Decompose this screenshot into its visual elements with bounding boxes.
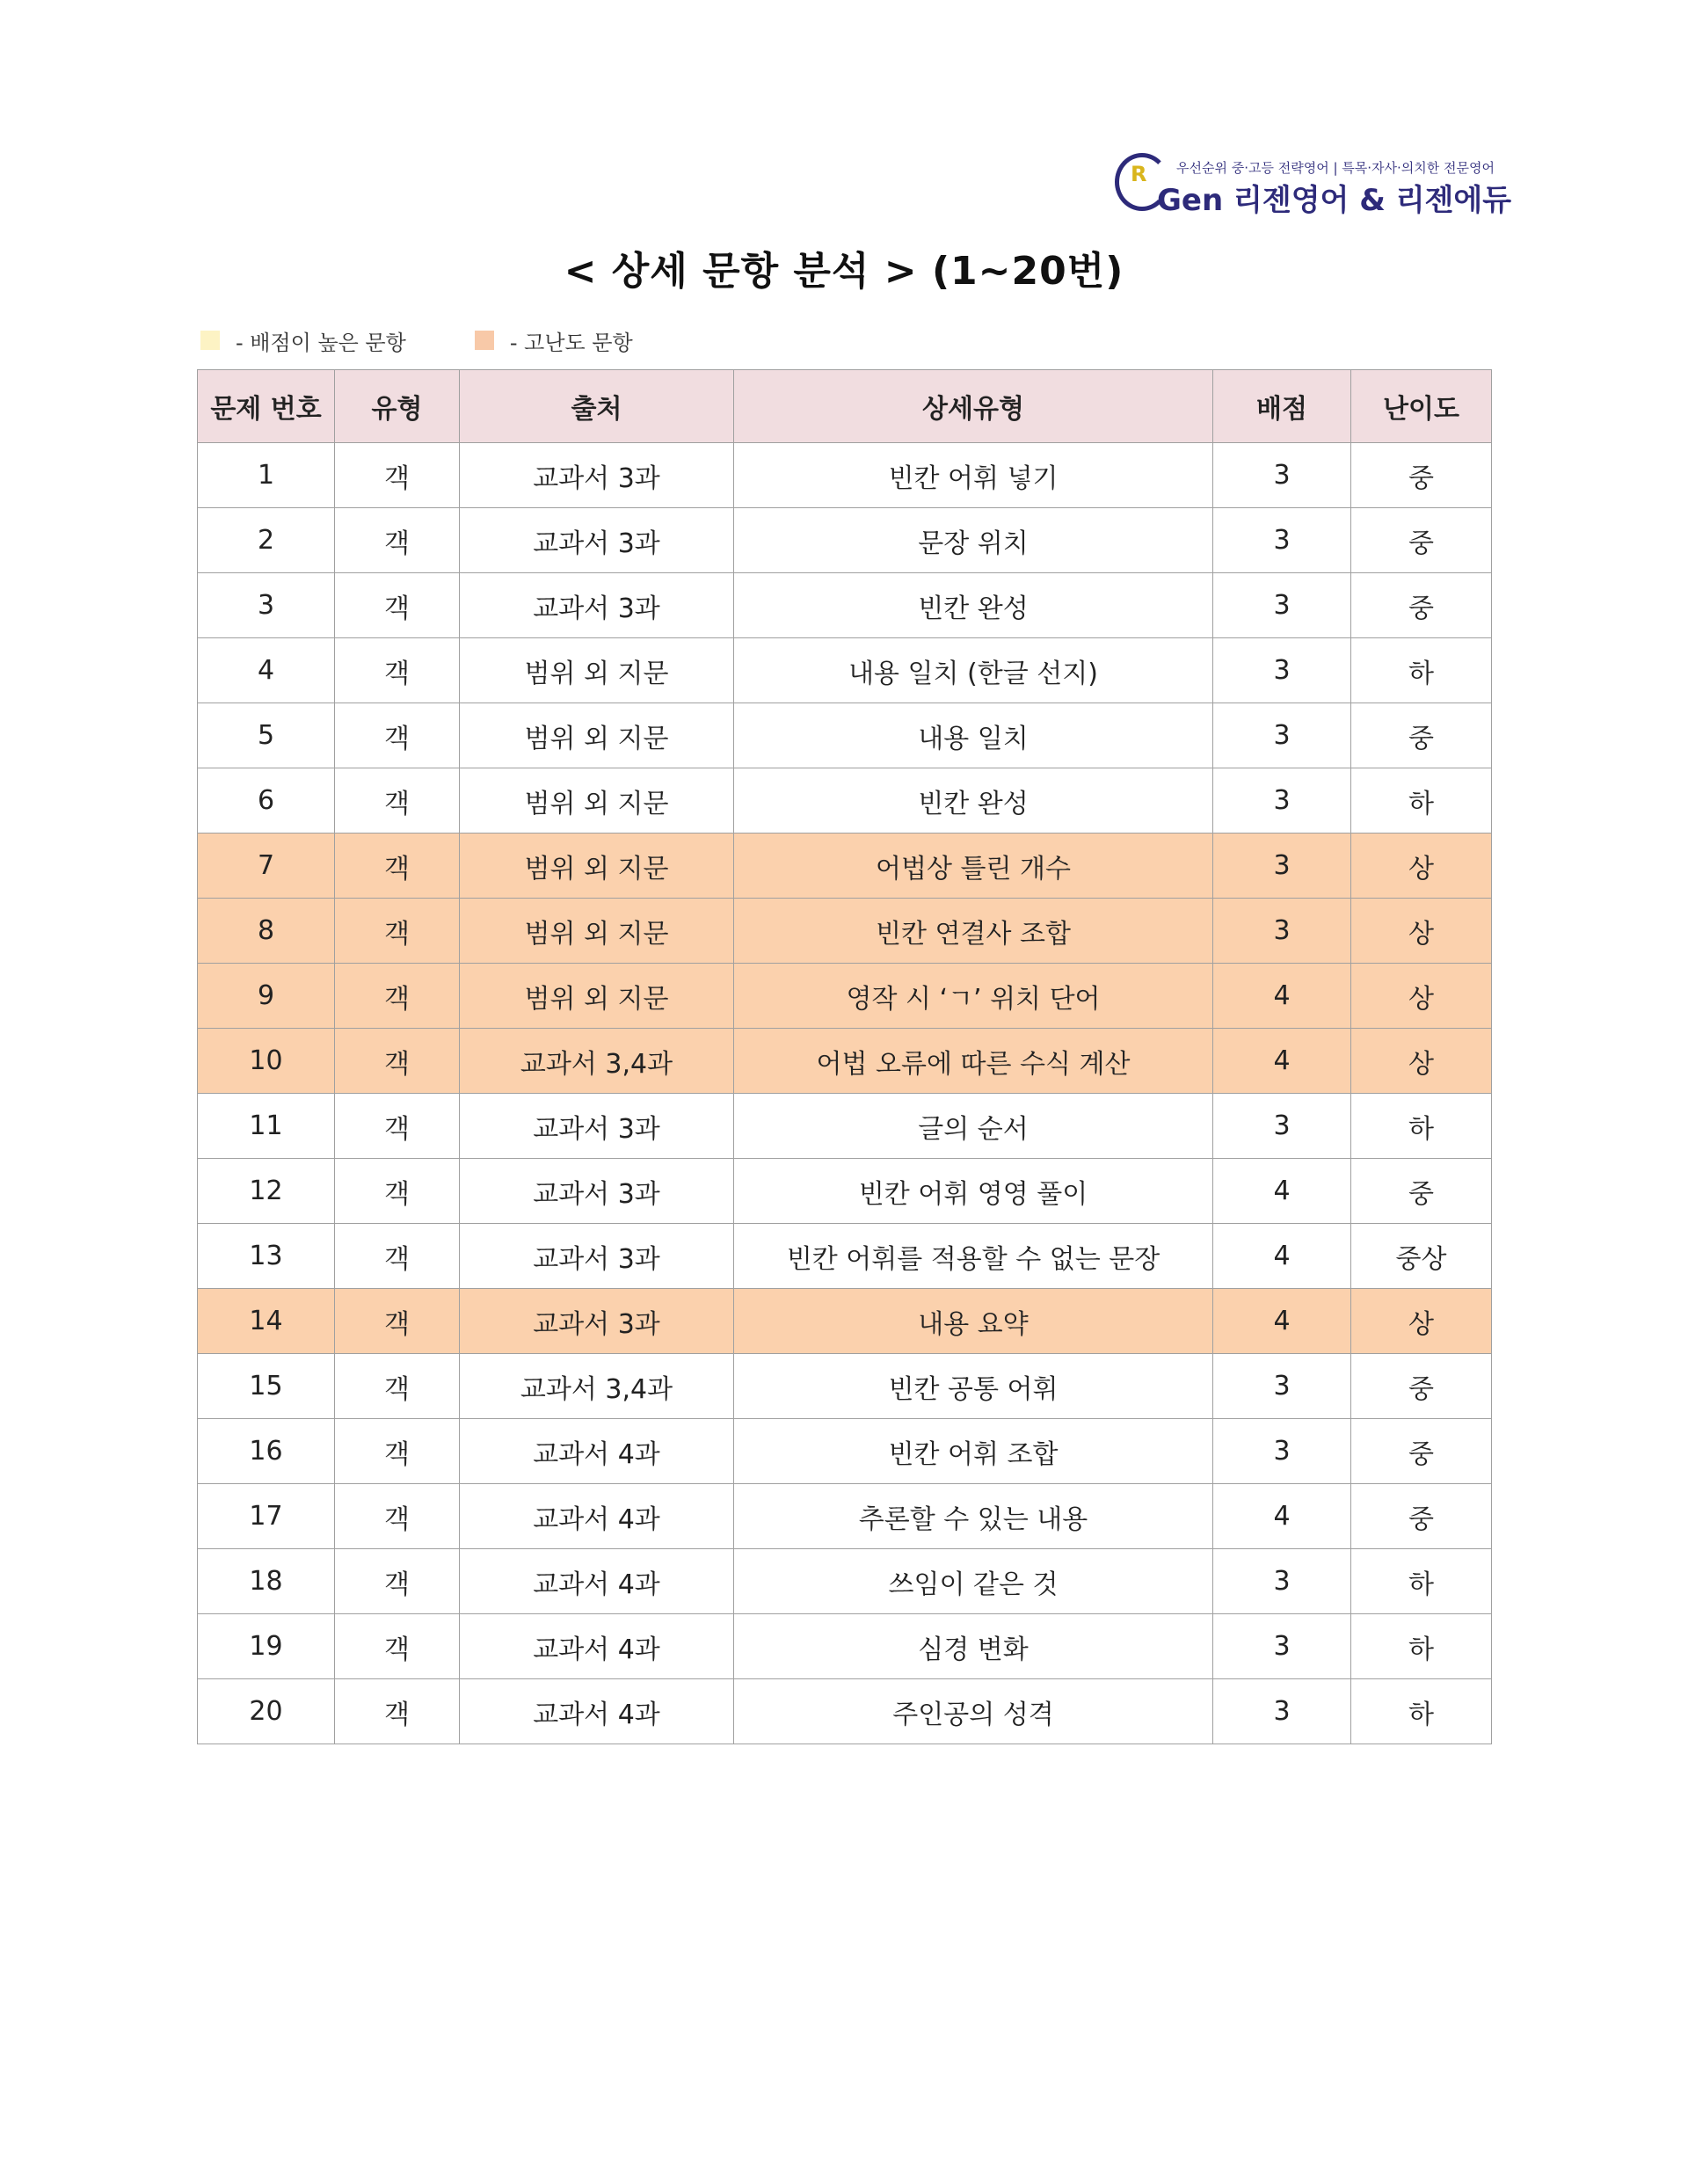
logo-letter: R xyxy=(1131,162,1147,186)
table-row xyxy=(198,1679,1492,1744)
cell-score: 3 xyxy=(1213,768,1351,834)
header-source: 출처 xyxy=(460,370,734,443)
header-type: 유형 xyxy=(335,370,460,443)
cell-question-no: 4 xyxy=(198,638,335,703)
legend-label: - 고난도 문항 xyxy=(509,330,633,355)
cell-difficulty: 중 xyxy=(1351,508,1492,573)
cell-difficulty: 중 xyxy=(1351,1419,1492,1484)
cell-detail-type: 빈칸 공통 어휘 xyxy=(734,1354,1213,1419)
cell-score: 4 xyxy=(1213,1484,1351,1549)
legend-item-high-score xyxy=(200,325,406,356)
cell-source: 교과서 4과 xyxy=(460,1484,734,1549)
cell-difficulty: 중 xyxy=(1351,443,1492,508)
cell-score: 4 xyxy=(1213,1224,1351,1289)
cell-question-no: 20 xyxy=(198,1679,335,1744)
cell-detail-type: 빈칸 어휘를 적용할 수 없는 문장 xyxy=(734,1224,1213,1289)
logo-name: Gen 리젠영어 & 리젠에듀 xyxy=(1157,183,1512,218)
cell-difficulty: 중 xyxy=(1351,1484,1492,1549)
cell-detail-type: 빈칸 완성 xyxy=(734,573,1213,638)
cell-question-no: 14 xyxy=(198,1289,335,1354)
cell-question-no: 6 xyxy=(198,768,335,834)
cell-detail-type: 영작 시 ‘ㄱ’ 위치 단어 xyxy=(734,964,1213,1029)
analysis-table xyxy=(197,369,1492,1744)
cell-question-no: 12 xyxy=(198,1159,335,1224)
cell-type: 객 xyxy=(335,1159,460,1224)
legend-label: - 배점이 높은 문항 xyxy=(236,330,406,355)
cell-type: 객 xyxy=(335,443,460,508)
cell-question-no: 8 xyxy=(198,899,335,964)
cell-type: 객 xyxy=(335,703,460,768)
cell-question-no: 2 xyxy=(198,508,335,573)
table-row xyxy=(198,1094,1492,1159)
cell-detail-type: 어법상 틀린 개수 xyxy=(734,834,1213,899)
cell-score: 4 xyxy=(1213,1029,1351,1094)
cell-score: 4 xyxy=(1213,1159,1351,1224)
legend-swatch xyxy=(475,331,494,350)
brand-logo xyxy=(1115,148,1512,218)
cell-difficulty: 하 xyxy=(1351,1094,1492,1159)
cell-question-no: 18 xyxy=(198,1549,335,1614)
cell-difficulty: 하 xyxy=(1351,1549,1492,1614)
table-row xyxy=(198,964,1492,1029)
cell-source: 교과서 3과 xyxy=(460,443,734,508)
cell-type: 객 xyxy=(335,768,460,834)
cell-difficulty: 중 xyxy=(1351,573,1492,638)
cell-source: 범위 외 지문 xyxy=(460,768,734,834)
table-row xyxy=(198,573,1492,638)
cell-score: 3 xyxy=(1213,638,1351,703)
cell-source: 범위 외 지문 xyxy=(460,638,734,703)
cell-detail-type: 어법 오류에 따른 수식 계산 xyxy=(734,1029,1213,1094)
cell-detail-type: 빈칸 완성 xyxy=(734,768,1213,834)
cell-detail-type: 쓰임이 같은 것 xyxy=(734,1549,1213,1614)
table-row xyxy=(198,1159,1492,1224)
header-score: 배점 xyxy=(1213,370,1351,443)
cell-detail-type: 내용 일치 xyxy=(734,703,1213,768)
table-row xyxy=(198,768,1492,834)
cell-score: 3 xyxy=(1213,508,1351,573)
cell-difficulty: 하 xyxy=(1351,1679,1492,1744)
cell-source: 교과서 4과 xyxy=(460,1549,734,1614)
cell-score: 3 xyxy=(1213,834,1351,899)
cell-question-no: 19 xyxy=(198,1614,335,1679)
cell-score: 3 xyxy=(1213,573,1351,638)
cell-question-no: 5 xyxy=(198,703,335,768)
cell-score: 3 xyxy=(1213,899,1351,964)
cell-type: 객 xyxy=(335,638,460,703)
cell-difficulty: 중상 xyxy=(1351,1224,1492,1289)
cell-detail-type: 추론할 수 있는 내용 xyxy=(734,1484,1213,1549)
cell-type: 객 xyxy=(335,1419,460,1484)
cell-detail-type: 심경 변화 xyxy=(734,1614,1213,1679)
cell-detail-type: 빈칸 어휘 조합 xyxy=(734,1419,1213,1484)
cell-difficulty: 중 xyxy=(1351,1159,1492,1224)
cell-score: 3 xyxy=(1213,1614,1351,1679)
cell-score: 3 xyxy=(1213,1549,1351,1614)
cell-type: 객 xyxy=(335,1614,460,1679)
cell-score: 3 xyxy=(1213,1419,1351,1484)
table-row xyxy=(198,1224,1492,1289)
cell-source: 교과서 3과 xyxy=(460,1289,734,1354)
cell-score: 3 xyxy=(1213,443,1351,508)
table-row xyxy=(198,1614,1492,1679)
cell-type: 객 xyxy=(335,1224,460,1289)
cell-score: 3 xyxy=(1213,1354,1351,1419)
cell-source: 교과서 3과 xyxy=(460,1224,734,1289)
header-detail-type: 상세유형 xyxy=(734,370,1213,443)
table-row xyxy=(198,834,1492,899)
cell-detail-type: 내용 일치 (한글 선지) xyxy=(734,638,1213,703)
cell-question-no: 13 xyxy=(198,1224,335,1289)
table-row xyxy=(198,1484,1492,1549)
table-row xyxy=(198,703,1492,768)
table-row xyxy=(198,638,1492,703)
cell-type: 객 xyxy=(335,1094,460,1159)
cell-score: 3 xyxy=(1213,703,1351,768)
cell-type: 객 xyxy=(335,1029,460,1094)
table-row xyxy=(198,508,1492,573)
cell-source: 교과서 3과 xyxy=(460,1094,734,1159)
table-row xyxy=(198,1419,1492,1484)
legend-swatch xyxy=(200,331,220,350)
cell-difficulty: 하 xyxy=(1351,768,1492,834)
cell-source: 교과서 3,4과 xyxy=(460,1029,734,1094)
cell-type: 객 xyxy=(335,1679,460,1744)
cell-question-no: 17 xyxy=(198,1484,335,1549)
header-difficulty: 난이도 xyxy=(1351,370,1492,443)
cell-source: 교과서 4과 xyxy=(460,1419,734,1484)
cell-difficulty: 상 xyxy=(1351,899,1492,964)
cell-detail-type: 빈칸 연결사 조합 xyxy=(734,899,1213,964)
cell-detail-type: 글의 순서 xyxy=(734,1094,1213,1159)
cell-source: 교과서 3과 xyxy=(460,1159,734,1224)
cell-detail-type: 빈칸 어휘 넣기 xyxy=(734,443,1213,508)
cell-question-no: 10 xyxy=(198,1029,335,1094)
cell-score: 3 xyxy=(1213,1679,1351,1744)
cell-type: 객 xyxy=(335,573,460,638)
cell-difficulty: 상 xyxy=(1351,1289,1492,1354)
cell-source: 교과서 3,4과 xyxy=(460,1354,734,1419)
cell-question-no: 15 xyxy=(198,1354,335,1419)
cell-type: 객 xyxy=(335,964,460,1029)
cell-type: 객 xyxy=(335,508,460,573)
cell-type: 객 xyxy=(335,1549,460,1614)
table-row xyxy=(198,1029,1492,1094)
table-header-row xyxy=(198,370,1492,443)
cell-difficulty: 중 xyxy=(1351,1354,1492,1419)
cell-question-no: 7 xyxy=(198,834,335,899)
table-row xyxy=(198,899,1492,964)
table-row xyxy=(198,1549,1492,1614)
cell-detail-type: 내용 요약 xyxy=(734,1289,1213,1354)
legend xyxy=(200,327,702,353)
table-row xyxy=(198,1354,1492,1419)
cell-difficulty: 하 xyxy=(1351,1614,1492,1679)
page-title: < 상세 문항 분석 > (1~20번) xyxy=(564,249,1124,294)
cell-source: 교과서 4과 xyxy=(460,1614,734,1679)
cell-source: 범위 외 지문 xyxy=(460,964,734,1029)
cell-type: 객 xyxy=(335,1289,460,1354)
logo-tagline: 우선순위 중·고등 전략영어 | 특목·자사·의치한 전문영어 xyxy=(1176,160,1495,176)
cell-type: 객 xyxy=(335,899,460,964)
cell-score: 4 xyxy=(1213,964,1351,1029)
cell-detail-type: 주인공의 성격 xyxy=(734,1679,1213,1744)
table-row xyxy=(198,1289,1492,1354)
cell-type: 객 xyxy=(335,1484,460,1549)
cell-score: 4 xyxy=(1213,1289,1351,1354)
cell-question-no: 16 xyxy=(198,1419,335,1484)
cell-source: 교과서 4과 xyxy=(460,1679,734,1744)
cell-difficulty: 상 xyxy=(1351,834,1492,899)
cell-source: 교과서 3과 xyxy=(460,573,734,638)
cell-question-no: 3 xyxy=(198,573,335,638)
legend-item-high-difficulty xyxy=(475,325,633,356)
cell-type: 객 xyxy=(335,1354,460,1419)
cell-difficulty: 상 xyxy=(1351,964,1492,1029)
cell-difficulty: 상 xyxy=(1351,1029,1492,1094)
cell-difficulty: 중 xyxy=(1351,703,1492,768)
cell-type: 객 xyxy=(335,834,460,899)
table-row xyxy=(198,443,1492,508)
cell-question-no: 9 xyxy=(198,964,335,1029)
cell-source: 범위 외 지문 xyxy=(460,703,734,768)
cell-detail-type: 문장 위치 xyxy=(734,508,1213,573)
cell-detail-type: 빈칸 어휘 영영 풀이 xyxy=(734,1159,1213,1224)
cell-source: 범위 외 지문 xyxy=(460,899,734,964)
cell-score: 3 xyxy=(1213,1094,1351,1159)
cell-source: 교과서 3과 xyxy=(460,508,734,573)
cell-question-no: 1 xyxy=(198,443,335,508)
header-question-no: 문제 번호 xyxy=(198,370,335,443)
cell-source: 범위 외 지문 xyxy=(460,834,734,899)
cell-difficulty: 하 xyxy=(1351,638,1492,703)
cell-question-no: 11 xyxy=(198,1094,335,1159)
